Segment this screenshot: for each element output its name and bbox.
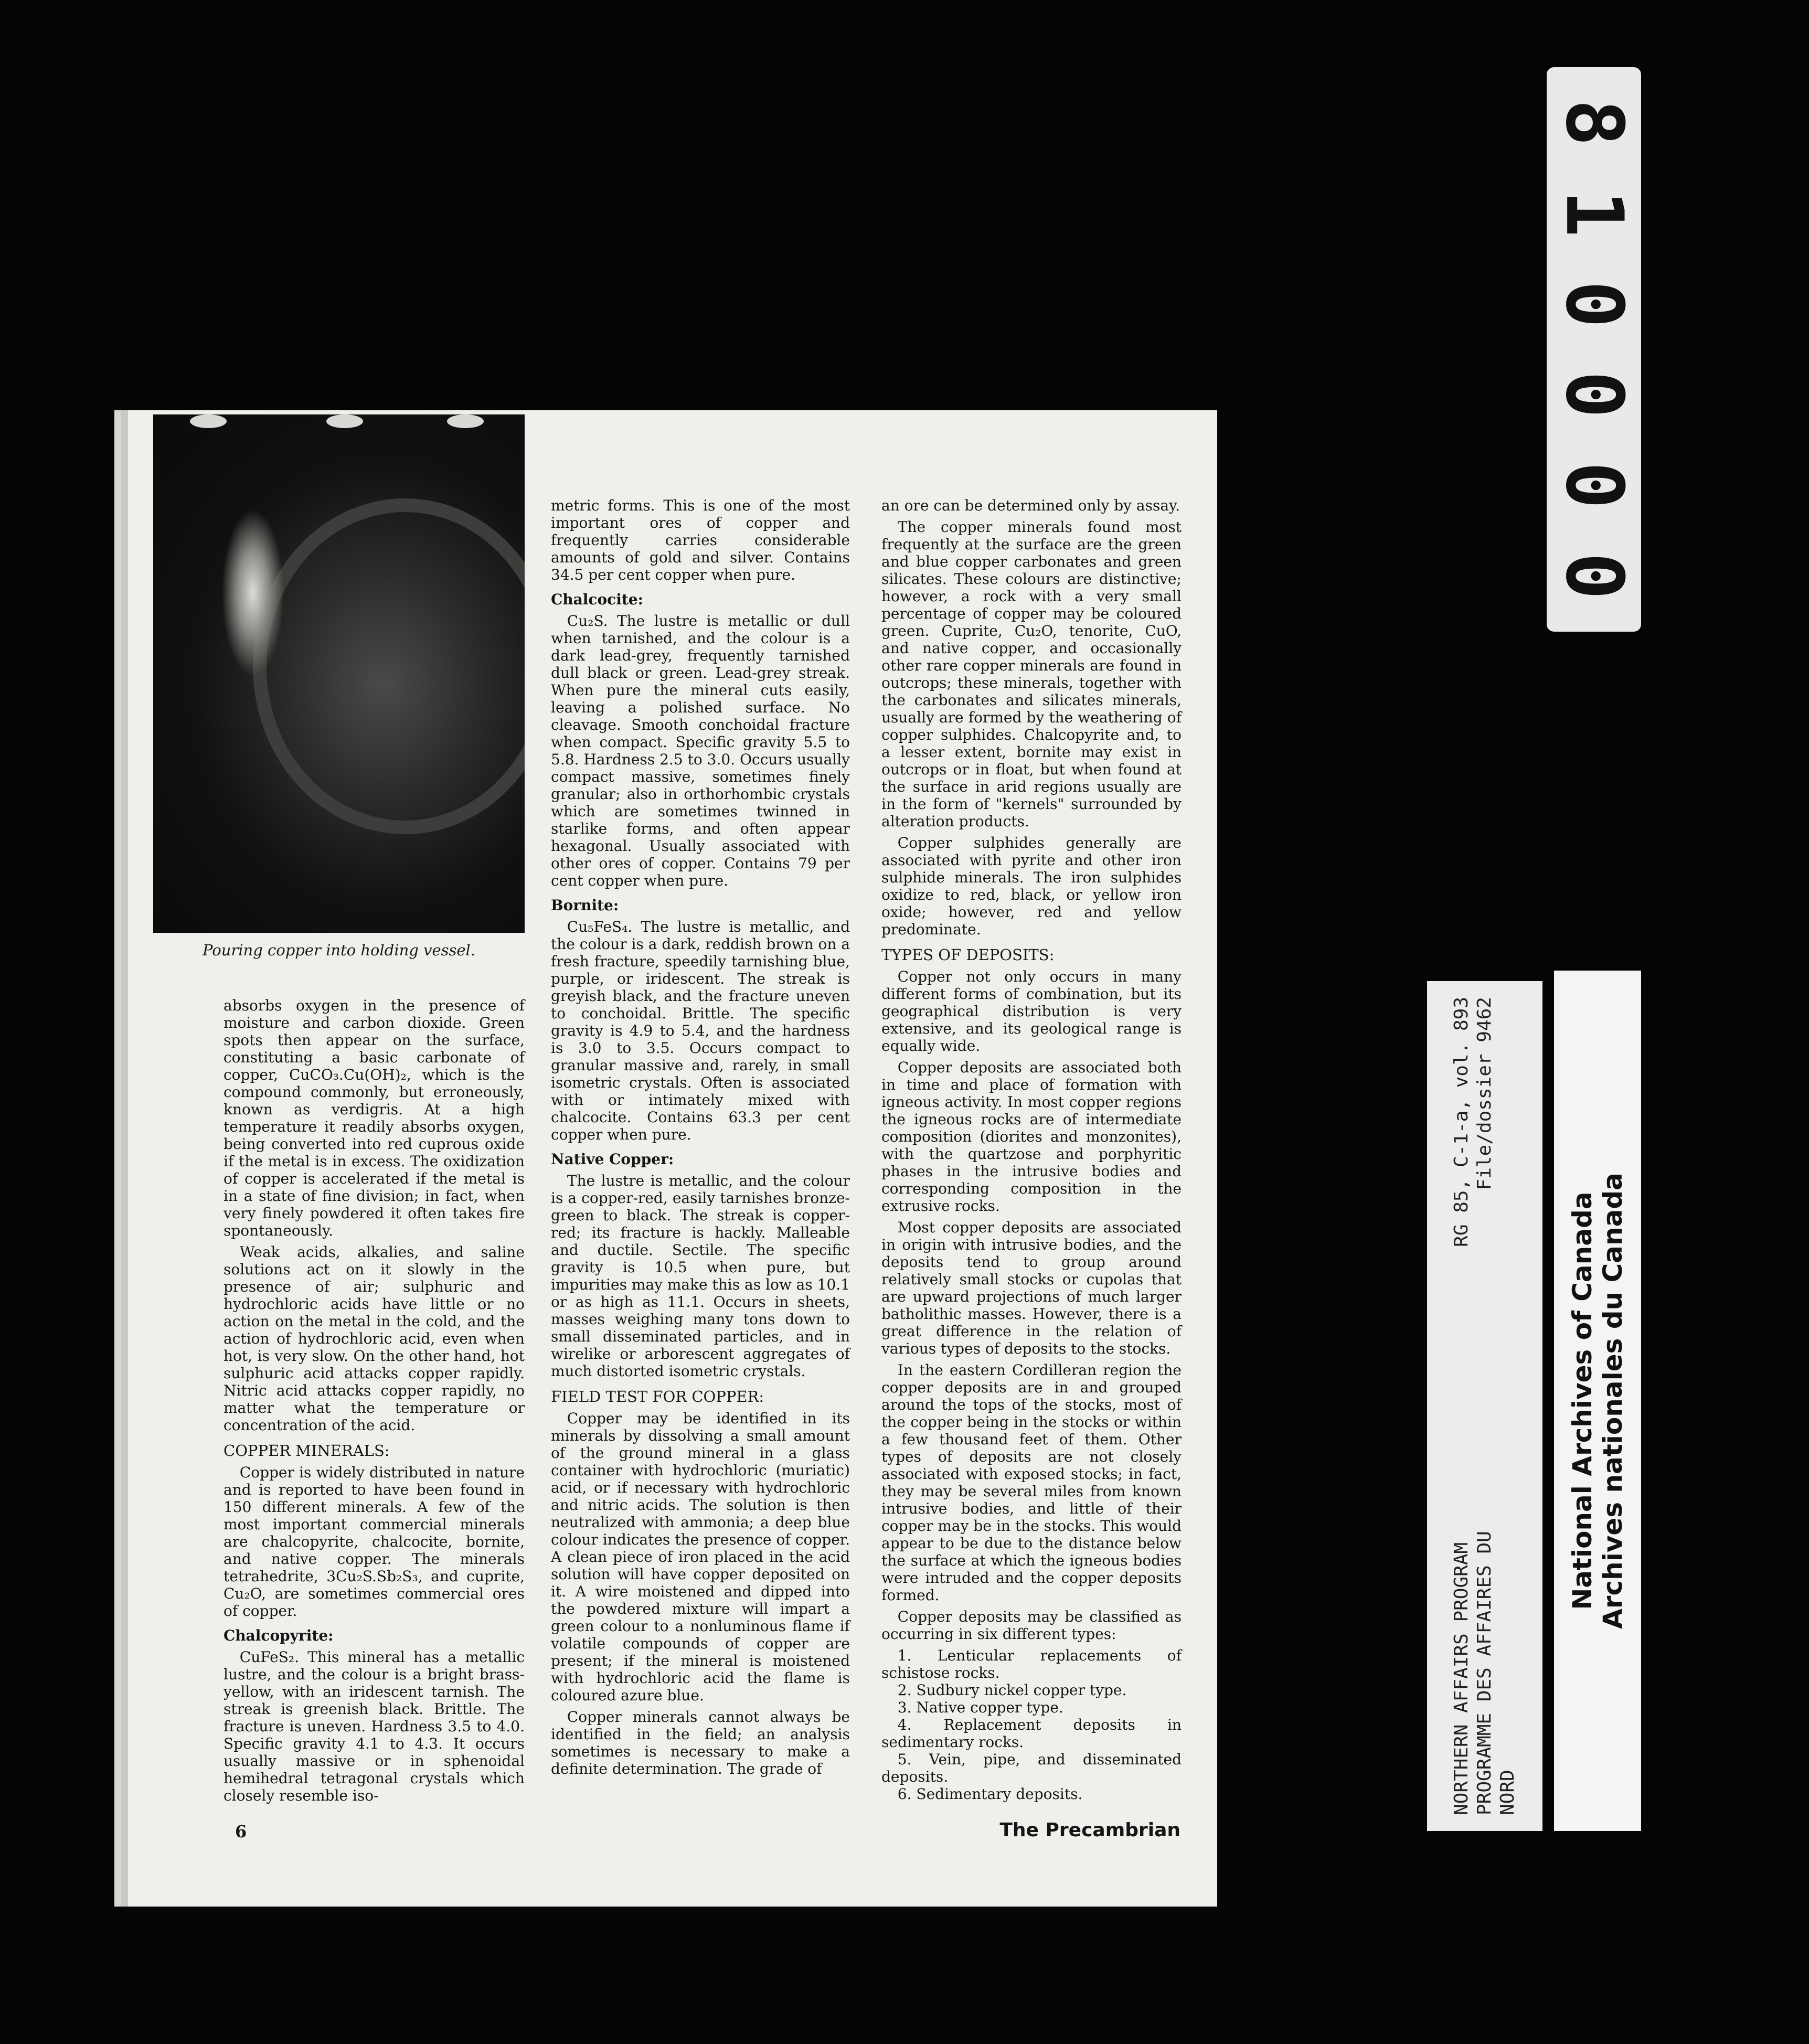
paragraph: Copper not only occurs in many different forms of combination, but its geographical distribution is very extensive, and its geological range is equally wide. (881, 968, 1182, 1055)
record-group-reference: RG 85, C-1-a, vol. 893 (1451, 997, 1472, 1247)
magazine-page (121, 410, 1217, 1907)
section-heading: FIELD TEST FOR COPPER: (551, 1388, 764, 1406)
list-item: 5. Vein, pipe, and disseminated deposits. (881, 1751, 1182, 1785)
photo-caption: Pouring copper into holding vessel. (202, 941, 476, 959)
frame-digit: 8 (1548, 99, 1640, 147)
lamp-highlight (326, 414, 363, 428)
paragraph: Weak acids, alkalies, and saline solutions act on it slowly in the presence of air; sulphuric and hydrochloric acids have little or no action on the metal in the cold, and the action of hydrochloric acid, even when hot, is very slow. On the other hand, hot sulphuric acid attacks copper rapidly. Nitric acid attacks copper rapidly, no matter what the temperature or concentration of the acid. (224, 1243, 525, 1434)
frame-digit: 0 (1548, 461, 1640, 509)
frame-digit: 1 (1548, 189, 1640, 238)
frame-counter (1547, 67, 1641, 632)
copper-pouring-photo (153, 414, 525, 933)
list-item: 6. Sedimentary deposits. (897, 1785, 1083, 1803)
paragraph: metric forms. This is one of the most important ores of copper and frequently carries considerable amounts of gold and silver. Contains 34.5 per cent copper when pure. (551, 497, 850, 583)
paragraph: Copper deposits are associated both in time and place of formation with igneous activity. In most copper regions the igneous rocks are of intermediate composition (diorites and monzonites), with the quartzose and porphyritic phases in the intrusive bodies and corresponding composition in the extrusive rocks. (881, 1059, 1182, 1215)
frame-digit: 0 (1548, 280, 1640, 328)
paragraph: Cu₅FeS₄. The lustre is metallic, and the colour is a dark, reddish brown on a fresh fracture, speedily tarnishing blue, purple, or iridescent. The streak is greyish black, and the fracture uneven to conchoidal. Brittle. The specific gravity is 4.9 to 5.4, and the hardness is 3.0 to 3.5. Occurs compact to granular massive and, rarely, in small isometric crystals. Often is associated with or intimately mixed with chalcocite. Contains 63.3 per cent copper when pure. (551, 918, 850, 1143)
paragraph: Cu₂S. The lustre is metallic or dull when tarnished, and the colour is a dark lead-grey, frequently tarnished dull black or green. Lead-grey streak. When pure the mineral cuts easily, leaving a polished surface. No cleavage. Smooth conchoidal fracture when compact. Specific gravity 5.5 to 5.8. Hardness 2.5 to 3.0. Occurs usually compact massive, sometimes finely granular; also in orthorhombic crystals which are sometimes twinned in starlike forms, and often appear hexagonal. Usually associated with other ores of copper. Contains 79 per cent copper when pure. (551, 612, 850, 889)
frame-digit: 0 (1548, 552, 1640, 600)
lamp-highlight (190, 414, 227, 428)
paragraph: The copper minerals found most frequently at the surface are the green and blue copper carbonates and green silicates. These colours are distinctive; however, a rock with a very small percentage of copper may be coloured green. Cuprite, Cu₂O, tenorite, CuO, and native copper, and occasionally other rare copper minerals are found in outcrops; these minerals, together with the carbonates and silicates minerals, usually are formed by the weathering of copper sulphides. Chalcopyrite and, to a lesser extent, bornite may exist in outcrops or in float, but when found at the surface in arid regions usually are in the form of "kernels" surrounded by alteration products. (881, 518, 1182, 830)
file-number: File/dossier 9462 (1474, 997, 1495, 1190)
text-column-1 (224, 997, 525, 1808)
mineral-heading: Native Copper: (551, 1151, 674, 1168)
magazine-title: The Precambrian (999, 1819, 1180, 1841)
list-item: 2. Sudbury nickel copper type. (897, 1681, 1127, 1699)
program-name-fr-cont: NORD (1497, 1770, 1518, 1815)
paragraph: Copper sulphides generally are associated with pyrite and other iron sulphide minerals. The iron sulphides oxidize to red, black, or yellow iron oxide; however, red and yellow predominate. (881, 834, 1182, 938)
list-item: 3. Native copper type. (897, 1699, 1063, 1716)
program-name-en: NORTHERN AFFAIRS PROGRAM (1451, 1542, 1472, 1815)
paragraph: In the eastern Cordilleran region the copper deposits are in and grouped around the tops of the stocks, most of the copper being in the stocks or within a few thousand feet of them. Other types of deposits are not closely associated with exposed stocks; in fact, they may be several miles from known intrusive bodies, and little of their copper may be in the stocks. This would appear to be due to the distance below the surface at which the igneous bodies were intruded and the copper deposits formed. (881, 1361, 1182, 1604)
paragraph: absorbs oxygen in the presence of moisture and carbon dioxide. Green spots then appear on the surface, constituting a basic carbonate of copper, CuCO₃.Cu(OH)₂, which is the compound commonly, but erroneously, known as verdigris. At a high temperature it readily absorbs oxygen, being converted into red cuprous oxide if the metal is in excess. The oxidization of copper is accelerated if the metal is in a state of fine division; in fact, when very finely powdered it often takes fire spontaneously. (224, 997, 525, 1239)
paragraph: an ore can be determined only by assay. (881, 497, 1180, 514)
list-item: 1. Lenticular replacements of schistose rocks. (881, 1647, 1182, 1681)
vessel-ring (253, 498, 525, 834)
paragraph: Copper may be identified in its minerals by dissolving a small amount of the ground mineral in a glass container with hydrochloric (muriatic) acid, or if necessary with hydrochloric and nitric acids. The solution is then neutralized with ammonia; a deep blue colour indicates the presence of copper. A clean piece of iron placed in the acid solution will have copper deposited on it. A wire moistened and dipped into the powdered mixture will impart a green colour to a nonluminous flame if volatile compounds of copper are present; if the mineral is moistened with hydrochloric acid the flame is coloured azure blue. (551, 1410, 850, 1704)
page-number: 6 (235, 1822, 247, 1841)
paragraph: CuFeS₂. This mineral has a metallic lustre, and the colour is a bright brass-yellow, with an iridescent tarnish. The streak is greenish black. Brittle. The fracture is uneven. Hardness 3.5 to 4.0. Specific gravity 4.1 to 4.3. It occurs usually massive or in sphenoidal hemihedral tetragonal crystals which closely resemble iso- (224, 1648, 525, 1804)
lamp-highlight (447, 414, 484, 428)
mineral-heading: Chalcopyrite: (224, 1627, 334, 1644)
mineral-heading: Bornite: (551, 897, 619, 914)
archive-reference-label (1427, 981, 1542, 1831)
mineral-heading: Chalcocite: (551, 591, 643, 608)
frame-digit: 0 (1548, 371, 1640, 419)
list-item: 4. Replacement deposits in sedimentary rocks. (881, 1716, 1182, 1751)
text-column-3 (881, 497, 1182, 1803)
paragraph: Copper minerals cannot always be identified in the field; an analysis sometimes is necessary to make a definite determination. The grade of (551, 1708, 850, 1777)
section-heading: TYPES OF DEPOSITS: (881, 946, 1055, 964)
section-heading: COPPER MINERALS: (224, 1442, 390, 1460)
text-column-2 (551, 497, 850, 1782)
paragraph: Copper deposits may be classified as occurring in six different types: (881, 1608, 1182, 1643)
paragraph: Most copper deposits are associated in origin with intrusive bodies, and the deposits tend to group around relatively small stocks or cupolas that are upward projections of much larger batholithic masses. However, there is a great difference in the relation of various types of deposits to the stocks. (881, 1219, 1182, 1357)
program-name-fr: PROGRAMME DES AFFAIRES DU (1474, 1531, 1495, 1815)
national-archives-label (1554, 971, 1641, 1831)
molten-copper-glow (221, 509, 284, 677)
archive-name-en: National Archives of Canada (1567, 1191, 1598, 1610)
paragraph: The lustre is metallic, and the colour is a copper-red, easily tarnishes bronze-green to black. The streak is copper-red; its fracture is hackly. Malleable and ductile. Sectile. The specific gravity is 10.5 when pure, but impurities may make this as low as 10.1 or as high as 11.1. Occurs in sheets, masses weighing many tons down to small disseminated particles, and in wirelike or arborescent aggregates of much distorted isometric crystals. (551, 1172, 850, 1380)
archive-name-fr: Archives nationales du Canada (1598, 1173, 1628, 1629)
paragraph: Copper is widely distributed in nature and is reported to have been found in 150 different minerals. A few of the most important commercial minerals are chalcopyrite, chalcocite, bornite, and native copper. The minerals tetrahedrite, 3Cu₂S.Sb₂S₃, and cuprite, Cu₂O, are sometimes commercial ores of copper. (224, 1464, 525, 1620)
